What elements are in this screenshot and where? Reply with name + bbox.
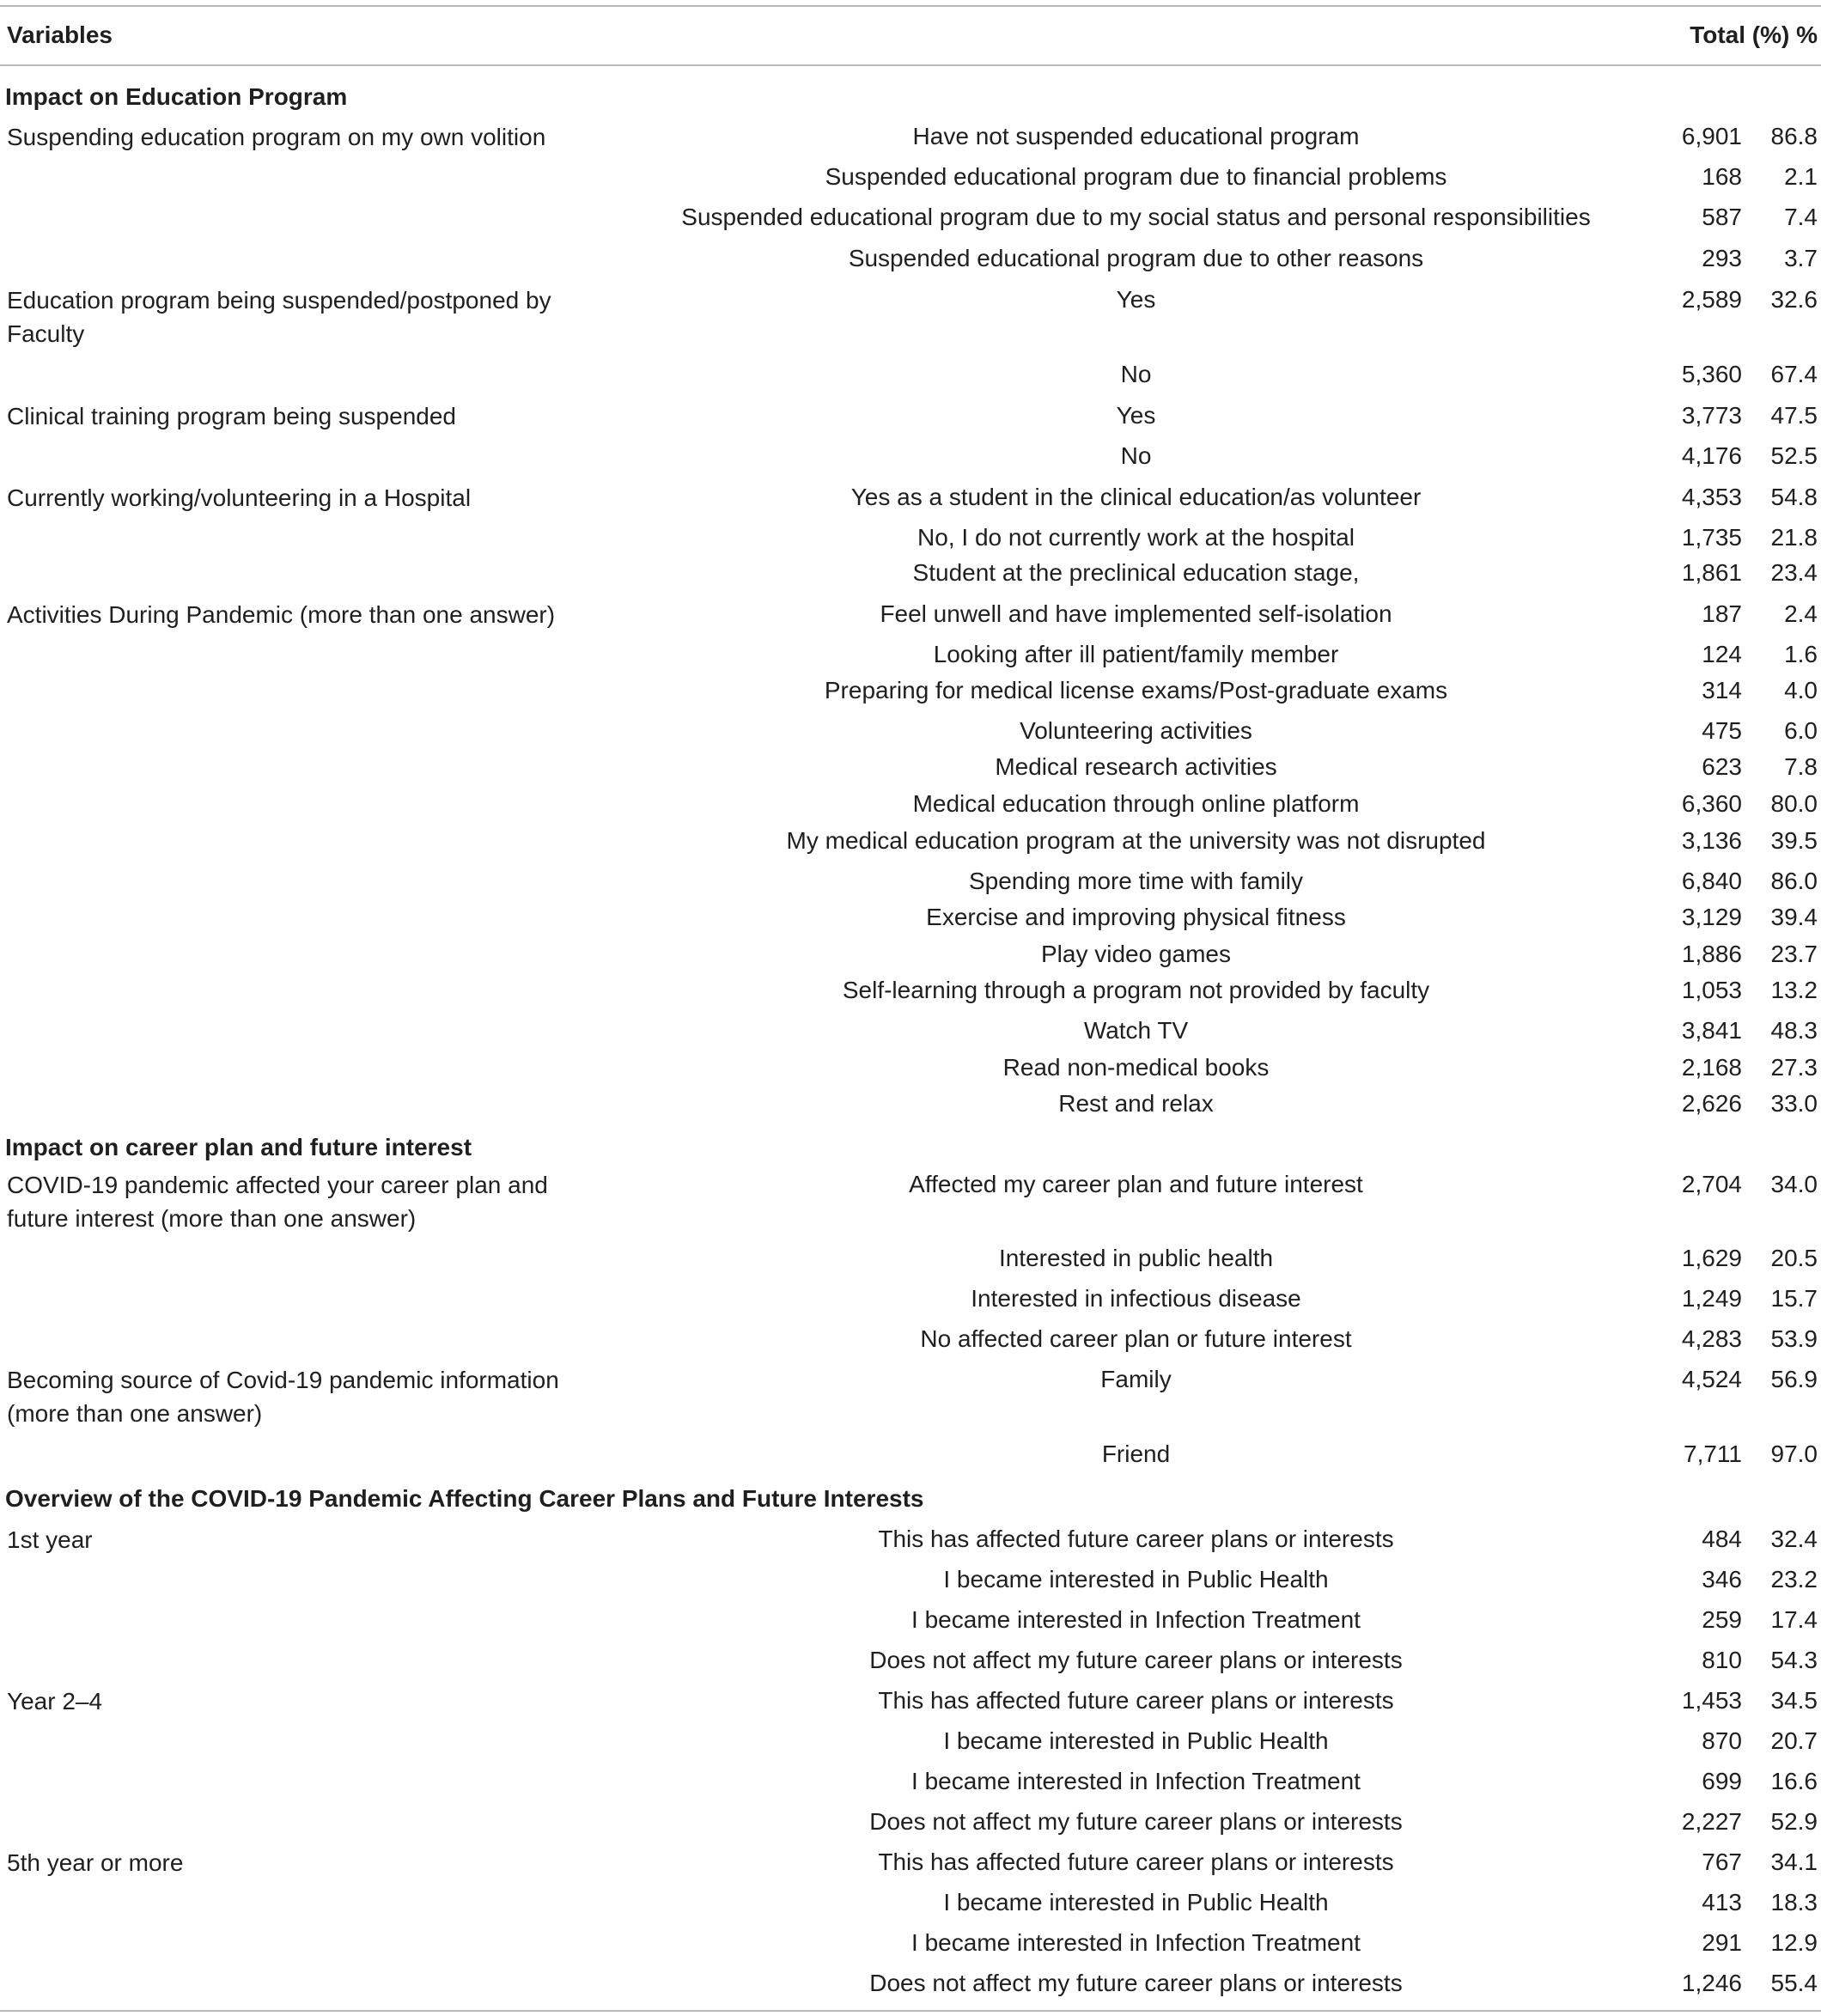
- variable-label: Currently working/volunteering in a Hospital: [7, 484, 472, 511]
- count-cell: 346: [1702, 1566, 1742, 1593]
- category-cell: Yes: [1116, 286, 1156, 313]
- category-cell: Interested in public health: [998, 1245, 1274, 1271]
- category-cell: Rest and relax: [1058, 1090, 1214, 1117]
- count-cell: 1,249: [1681, 1285, 1742, 1312]
- percent-cell: 54.8: [1770, 484, 1818, 510]
- variable-label: Suspending education program on my own volition: [7, 124, 546, 150]
- category-cell: Suspended educational program due to other reasons: [848, 245, 1424, 271]
- category-cell: My medical education program at the university was not disrupted: [786, 827, 1486, 854]
- percent-cell: 34.5: [1770, 1687, 1818, 1714]
- variable-label: Education program being suspended/postponed by Faculty: [7, 287, 551, 347]
- section-title: Impact on Education Program: [5, 83, 348, 110]
- count-cell: 475: [1702, 717, 1742, 744]
- category-cell: Feel unwell and have implemented self-isolation: [880, 600, 1392, 627]
- count-cell: 168: [1702, 163, 1742, 190]
- count-cell: 4,176: [1681, 442, 1742, 469]
- count-cell: 4,524: [1681, 1366, 1742, 1392]
- count-cell: 2,589: [1681, 286, 1742, 313]
- percent-cell: 7.8: [1784, 753, 1818, 780]
- count-cell: 1,886: [1681, 941, 1742, 967]
- count-cell: 587: [1702, 204, 1742, 230]
- percent-cell: 15.7: [1770, 1285, 1818, 1312]
- category-cell: Yes: [1116, 402, 1156, 429]
- percent-cell: 34.0: [1770, 1171, 1818, 1197]
- count-cell: 2,227: [1681, 1808, 1742, 1835]
- percent-cell: 47.5: [1770, 402, 1818, 429]
- percent-cell: 20.7: [1770, 1727, 1818, 1754]
- percent-cell: 27.3: [1770, 1054, 1818, 1081]
- count-cell: 1,453: [1681, 1687, 1742, 1714]
- percent-cell: 86.8: [1770, 123, 1818, 149]
- header-total: Total (%) %: [1690, 21, 1818, 48]
- category-cell: I became interested in Public Health: [943, 1727, 1329, 1754]
- count-cell: 4,353: [1681, 484, 1742, 510]
- count-cell: 2,626: [1681, 1090, 1742, 1117]
- percent-cell: 12.9: [1770, 1929, 1818, 1956]
- count-cell: 3,773: [1681, 402, 1742, 429]
- variable-label: 5th year or more: [7, 1849, 184, 1876]
- category-cell: I became interested in Public Health: [943, 1889, 1329, 1916]
- percent-cell: 13.2: [1770, 977, 1818, 1003]
- category-cell: I became interested in Infection Treatment: [911, 1929, 1361, 1956]
- count-cell: 7,711: [1684, 1440, 1742, 1467]
- variable-label: Year 2–4: [7, 1688, 103, 1715]
- percent-cell: 4.0: [1784, 677, 1818, 703]
- variable-label: Becoming source of Covid-19 pandemic information (more than one answer): [7, 1367, 559, 1427]
- count-cell: 767: [1702, 1849, 1742, 1875]
- count-cell: 2,704: [1681, 1171, 1742, 1197]
- category-cell: Self-learning through a program not provided by faculty: [842, 977, 1430, 1003]
- category-cell: Spending more time with family: [968, 868, 1304, 894]
- category-cell: This has affected future career plans or interests: [878, 1526, 1394, 1552]
- section-title: Overview of the COVID-19 Pandemic Affecting Career Plans and Future Interests: [5, 1485, 924, 1512]
- category-cell: Play video games: [1040, 941, 1231, 967]
- count-cell: 810: [1702, 1647, 1742, 1673]
- category-cell: This has affected future career plans or interests: [878, 1849, 1394, 1875]
- percent-cell: 7.4: [1784, 204, 1818, 230]
- count-cell: 484: [1702, 1526, 1742, 1552]
- category-cell: Does not affect my future career plans or interests: [869, 1647, 1403, 1673]
- percent-cell: 39.5: [1770, 827, 1818, 854]
- percent-cell: 16.6: [1770, 1768, 1818, 1794]
- count-cell: 3,129: [1681, 904, 1742, 930]
- percent-cell: 2.4: [1784, 600, 1818, 627]
- category-cell: Have not suspended educational program: [912, 123, 1360, 149]
- category-cell: Medical education through online platform: [912, 790, 1360, 817]
- count-cell: 3,841: [1681, 1017, 1742, 1044]
- percent-cell: 97.0: [1770, 1440, 1818, 1467]
- category-cell: Looking after ill patient/family member: [933, 641, 1339, 667]
- count-cell: 4,283: [1681, 1325, 1742, 1352]
- count-cell: 124: [1702, 641, 1742, 667]
- category-cell: Affected my career plan and future interest: [909, 1171, 1363, 1197]
- count-cell: 1,246: [1681, 1970, 1742, 1996]
- percent-cell: 21.8: [1770, 524, 1818, 551]
- percent-cell: 17.4: [1770, 1606, 1818, 1633]
- count-cell: 314: [1702, 677, 1742, 703]
- category-cell: Suspended educational program due to my social status and personal responsibilities: [681, 204, 1591, 230]
- category-cell: I became interested in Infection Treatment: [911, 1768, 1361, 1794]
- category-cell: Preparing for medical license exams/Post-graduate exams: [824, 677, 1448, 703]
- count-cell: 259: [1702, 1606, 1742, 1633]
- count-cell: 1,629: [1681, 1245, 1742, 1271]
- count-cell: 699: [1702, 1768, 1742, 1794]
- percent-cell: 3.7: [1784, 245, 1818, 271]
- percent-cell: 54.3: [1770, 1647, 1818, 1673]
- header-rule: [0, 64, 1821, 66]
- table-bottom-rule: [0, 2010, 1821, 2012]
- category-cell: No affected career plan or future interest: [920, 1325, 1352, 1352]
- category-cell: No: [1120, 442, 1152, 469]
- percent-cell: 52.9: [1770, 1808, 1818, 1835]
- percent-cell: 56.9: [1770, 1366, 1818, 1392]
- count-cell: 1,053: [1681, 977, 1742, 1003]
- percent-cell: 52.5: [1770, 442, 1818, 469]
- category-cell: Interested in infectious disease: [971, 1285, 1301, 1312]
- count-cell: 1,735: [1681, 524, 1742, 551]
- category-cell: Exercise and improving physical fitness: [926, 904, 1346, 930]
- percent-cell: 18.3: [1770, 1889, 1818, 1916]
- percent-cell: 20.5: [1770, 1245, 1818, 1271]
- category-cell: Student at the preclinical education stage,: [912, 559, 1360, 586]
- category-cell: I became interested in Infection Treatment: [911, 1606, 1361, 1633]
- percent-cell: 23.2: [1770, 1566, 1818, 1593]
- count-cell: 623: [1702, 753, 1742, 780]
- percent-cell: 23.4: [1770, 559, 1818, 586]
- category-cell: Friend: [1101, 1440, 1171, 1467]
- category-cell: Volunteering activities: [1020, 717, 1252, 744]
- count-cell: 293: [1702, 245, 1742, 271]
- count-cell: 6,840: [1681, 868, 1742, 894]
- percent-cell: 39.4: [1770, 904, 1818, 930]
- category-cell: This has affected future career plans or interests: [878, 1687, 1394, 1714]
- category-cell: Does not affect my future career plans or interests: [869, 1808, 1403, 1835]
- count-cell: 6,360: [1681, 790, 1742, 817]
- category-cell: Family: [1100, 1366, 1172, 1392]
- category-cell: No: [1120, 361, 1152, 387]
- variable-label: Activities During Pandemic (more than one answer): [7, 601, 556, 628]
- percent-cell: 32.6: [1770, 286, 1818, 313]
- section-title: Impact on career plan and future interest: [5, 1134, 472, 1160]
- percent-cell: 86.0: [1770, 868, 1818, 894]
- count-cell: 5,360: [1681, 361, 1742, 387]
- percent-cell: 33.0: [1770, 1090, 1818, 1117]
- variable-label: COVID-19 pandemic affected your career plan and future interest (more than one answer): [7, 1172, 548, 1232]
- count-cell: 6,901: [1681, 123, 1742, 149]
- category-cell: Watch TV: [1083, 1017, 1189, 1044]
- count-cell: 187: [1702, 600, 1742, 627]
- percent-cell: 48.3: [1770, 1017, 1818, 1044]
- table-top-rule: [0, 5, 1821, 7]
- percent-cell: 32.4: [1770, 1526, 1818, 1552]
- percent-cell: 2.1: [1784, 163, 1818, 190]
- count-cell: 413: [1702, 1889, 1742, 1916]
- percent-cell: 80.0: [1770, 790, 1818, 817]
- percent-cell: 67.4: [1770, 361, 1818, 387]
- count-cell: 3,136: [1681, 827, 1742, 854]
- percent-cell: 23.7: [1770, 941, 1818, 967]
- count-cell: 291: [1702, 1929, 1742, 1956]
- category-cell: Medical research activities: [995, 753, 1277, 780]
- variable-label: 1st year: [7, 1526, 93, 1553]
- variable-label: Clinical training program being suspended: [7, 403, 456, 429]
- category-cell: Does not affect my future career plans or interests: [869, 1970, 1403, 1996]
- header-variables: Variables: [7, 21, 113, 48]
- percent-cell: 53.9: [1770, 1325, 1818, 1352]
- category-cell: No, I do not currently work at the hospital: [917, 524, 1355, 551]
- category-cell: Suspended educational program due to financial problems: [825, 163, 1447, 190]
- count-cell: 870: [1702, 1727, 1742, 1754]
- category-cell: Read non-medical books: [1002, 1054, 1270, 1081]
- category-cell: I became interested in Public Health: [943, 1566, 1329, 1593]
- count-cell: 1,861: [1681, 559, 1742, 586]
- category-cell: Yes as a student in the clinical education/as volunteer: [850, 484, 1422, 510]
- percent-cell: 6.0: [1784, 717, 1818, 744]
- percent-cell: 1.6: [1784, 641, 1818, 667]
- count-cell: 2,168: [1681, 1054, 1742, 1081]
- percent-cell: 34.1: [1770, 1849, 1818, 1875]
- percent-cell: 55.4: [1770, 1970, 1818, 1996]
